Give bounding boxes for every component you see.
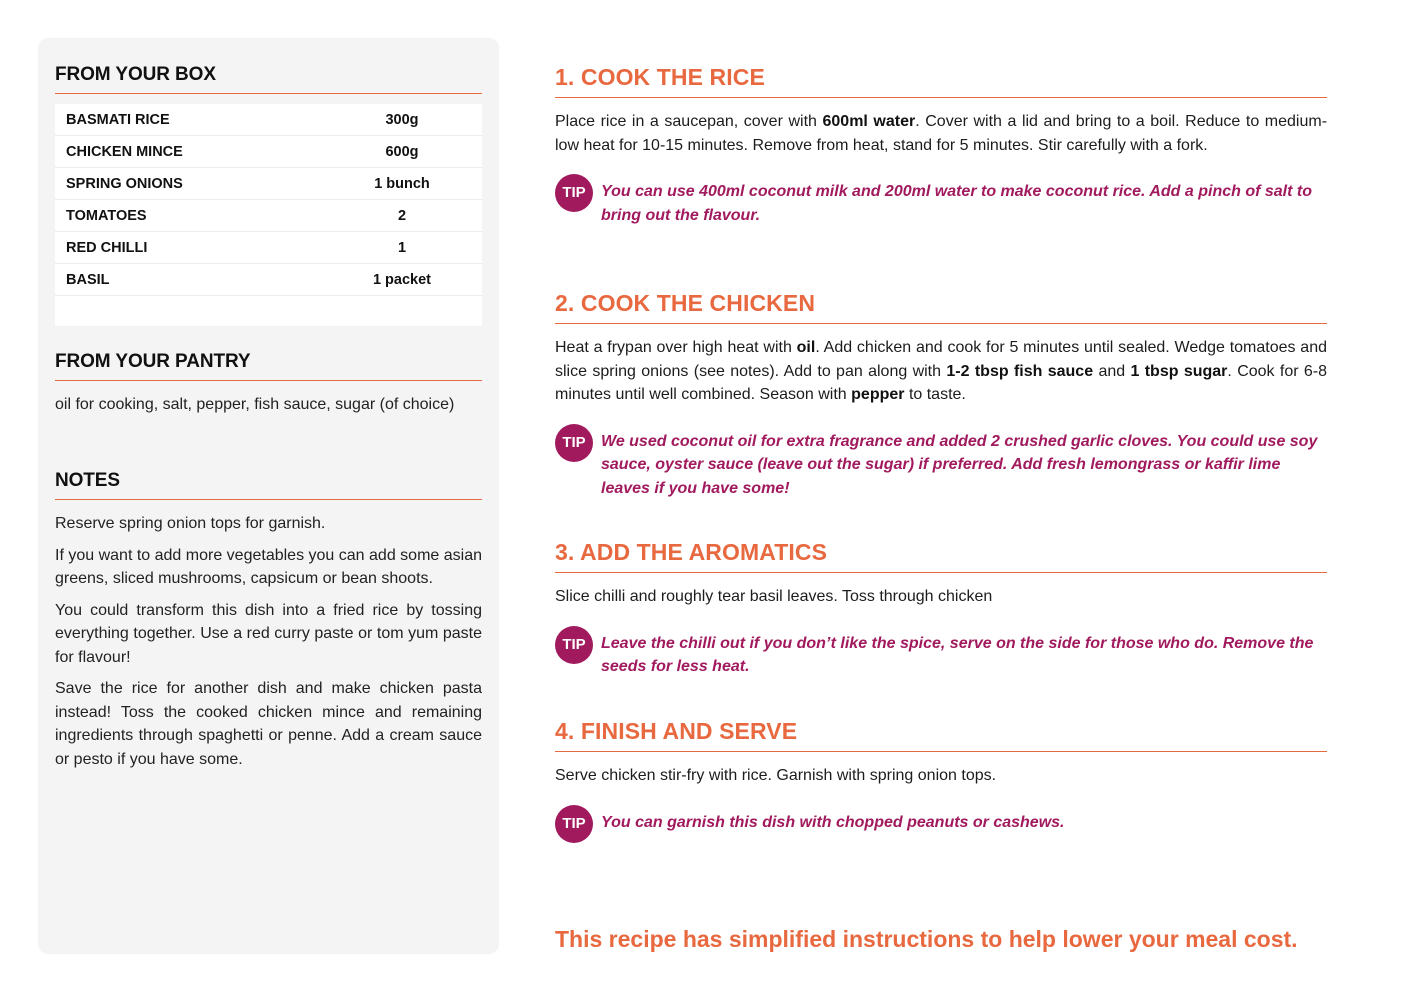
ingredient-row [55,232,482,264]
ingredients-panel [38,38,499,954]
ingredient-row [55,200,482,232]
step-1 [555,64,1327,227]
step-title: 4. FINISH AND SERVE [555,718,1327,752]
body-text: and [1093,362,1131,380]
body-text: Serve chicken stir-fry with rice. Garnish with spring onion tops. [555,767,997,784]
note-item: You could transform this dish into a fried rice by tossing everything together. Use a red curry paste or tom yum paste for flavour! [55,601,482,666]
ingredient-name: BASMATI RICE [55,104,322,136]
tip-text: We used coconut oil for extra fragrance and added 2 crushed garlic cloves. You could use soy sauce, oyster sauce (leave out the sugar) if preferred. Add fresh lemongrass or kaffir lime leaves if you have some! [601,432,1318,497]
body-text: to taste. [904,386,966,403]
step-title: 1. COOK THE RICE [555,64,1327,98]
step-title: 2. COOK THE CHICKEN [555,290,1327,324]
pantry-section [55,351,482,417]
tip-badge: TIP [555,626,593,664]
box-heading: FROM YOUR BOX [55,64,482,94]
pantry-heading: FROM YOUR PANTRY [55,351,482,381]
ingredient-qty: 1 [322,232,482,264]
note-item: If you want to add more vegetables you can add some asian greens, sliced mushrooms, capsicum or bean shoots. [55,546,482,587]
tip-text: You can garnish this dish with chopped peanuts or cashews. [601,813,1065,831]
tip-block [555,632,1327,679]
ingredient-qty: 1 bunch [322,168,482,200]
table-spacer-row [55,296,482,327]
ingredient-row [55,104,482,136]
step-body [555,110,1327,157]
tip-block [555,180,1327,227]
ingredient-row [55,136,482,168]
notes-heading: NOTES [55,470,482,500]
box-section [55,64,482,326]
step-body [555,336,1327,407]
tip-block [555,430,1327,501]
body-text: . Add chicken and cook for 5 minutes until sealed. Wedge tomatoes and slice spring onions (see notes). Add to pan along with [555,339,1328,380]
step-3 [555,539,1327,679]
ingredient-name: CHICKEN MINCE [55,136,322,168]
tip-text: Leave the chilli out if you don’t like the spice, serve on the side for those who do. Remove the seeds for less heat. [601,634,1314,675]
ingredient-row [55,168,482,200]
body-text: . Cook for 6-8 minutes until well combined. Season with [555,362,1328,403]
step-title: 3. ADD THE AROMATICS [555,539,1327,573]
ingredient-qty: 300g [322,104,482,136]
tip-badge: TIP [555,805,593,843]
step-2 [555,290,1327,500]
body-text: Heat a frypan over high heat with [555,339,797,356]
tip-text: You can use 400ml coconut milk and 200ml water to make coconut rice. Add a pinch of salt to bring out the flavour. [601,183,1312,224]
ingredient-name: BASIL [55,264,322,296]
note-item: Reserve spring onion tops for garnish. [55,515,326,532]
step-body [555,764,1327,788]
highlight-text: 1-2 tbsp fish sauce [946,362,1094,380]
ingredient-name: TOMATOES [55,200,322,232]
tip-block [555,811,1327,835]
tip-badge: TIP [555,174,593,212]
ingredient-qty: 1 packet [322,264,482,296]
step-body [555,585,1327,609]
tip-badge: TIP [555,424,593,462]
ingredient-qty: 2 [322,200,482,232]
body-text: . Cover with a lid and bring to a boil. Reduce to medium-low heat for 10-15 minutes. Remove from heat, stand for 5 minutes. Stir carefully with a fork. [555,113,1328,154]
highlight-text: 1 tbsp sugar [1130,362,1228,380]
body-text: Slice chilli and roughly tear basil leaves. Toss through chicken [555,588,993,605]
notes-list [55,512,482,771]
ingredient-qty: 600g [322,136,482,168]
note-item: Save the rice for another dish and make chicken pasta instead! Toss the cooked chicken mince and remaining ingredients through spaghetti or penne. Add a cream sauce or pesto if you have some. [55,680,482,768]
step-4 [555,718,1327,834]
highlight-text: 600ml water [822,113,916,130]
ingredient-name: RED CHILLI [55,232,322,264]
highlight-text: oil [796,339,816,356]
footer-note: This recipe has simplified instructions to help lower your meal cost. [555,926,1298,952]
highlight-text: pepper [851,386,905,403]
pantry-text: oil for cooking, salt, pepper, fish sauce, sugar (of choice) [55,396,455,413]
ingredient-name: SPRING ONIONS [55,168,322,200]
ingredient-row [55,264,482,296]
box-table [55,104,482,326]
body-text: Place rice in a saucepan, cover with [555,113,823,130]
notes-section [55,470,482,779]
